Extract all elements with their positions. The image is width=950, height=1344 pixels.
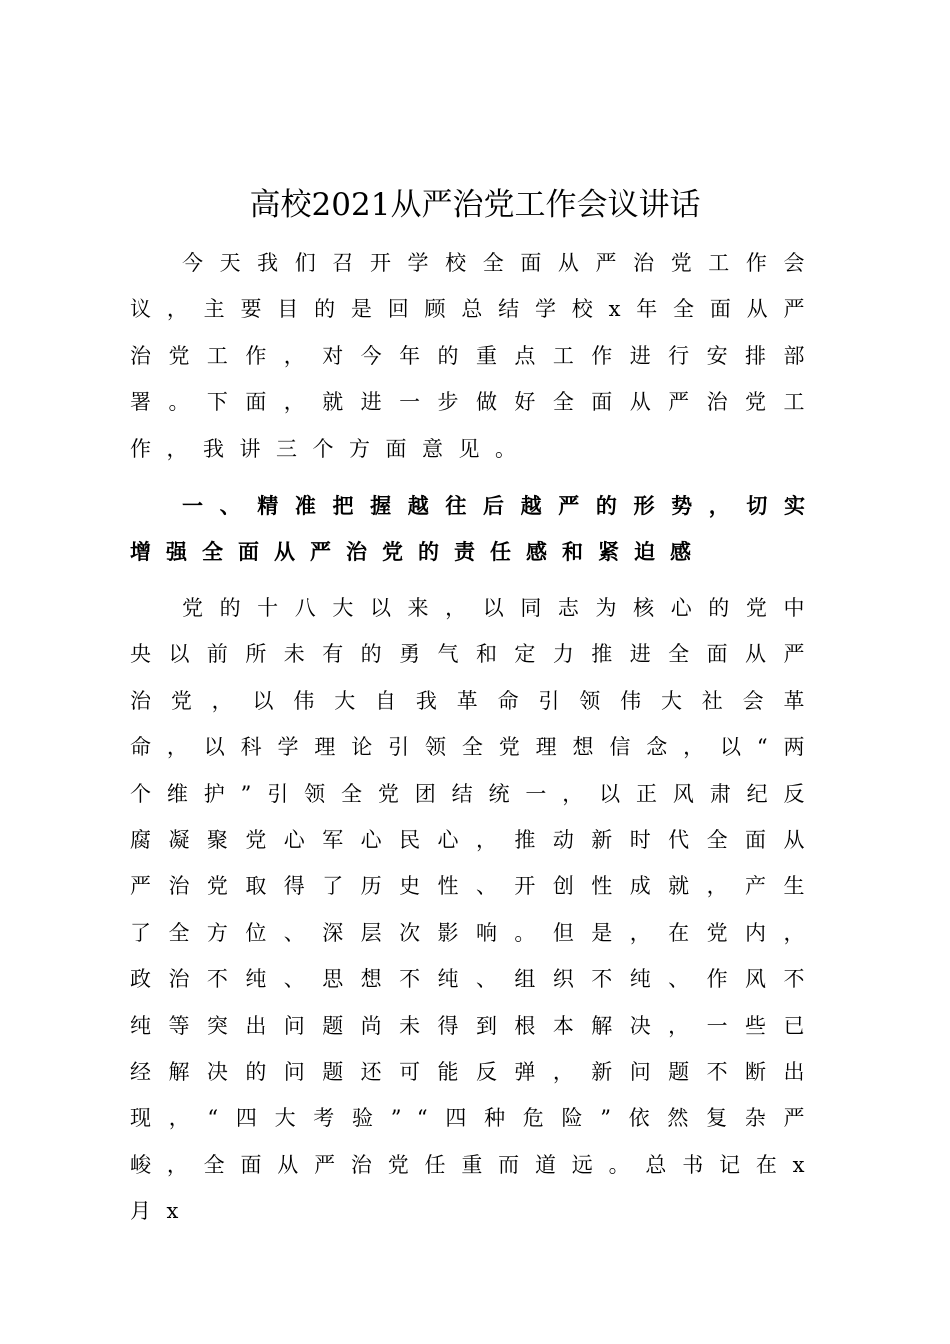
section-heading-1: 一、精准把握越往后越严的形势，切实增强全面从严治党的责任感和紧迫感 [130,494,820,565]
document-title: 高校2021从严治党工作会议讲话 [249,187,701,223]
intro-paragraph: 今天我们召开学校全面从严治党工作会议，主要目的是回顾总结学校x年全面从严治党工作，对今年的重点工作进行安排部署。下面，就进一步做好全面从严治党工作，我讲三个方面意见。 [130,251,820,461]
section-1-paragraph: 党的十八大以来，以同志为核心的党中央以前所未有的勇气和定力推进全面从严治党，以伟大自我革命引领伟大社会革命，以科学理论引领全党理想信念，以“两个维护”引领全党团结统一，以正风肃纪反腐凝聚党心军心民心，推动新时代全面从严治党取得了历史性、开创性成就，产生了全方位、深层次影响。但是，在党内，政治不纯、思想不纯、组织不纯、作风不纯等突出问题尚未得到根本解决，一些已经解决的问题还可能反弹，新问题不断出现，“四大考验”“四种危险”依然复杂严峻，全面从严治党任重而道远。总书记在x月x [130,596,820,1224]
